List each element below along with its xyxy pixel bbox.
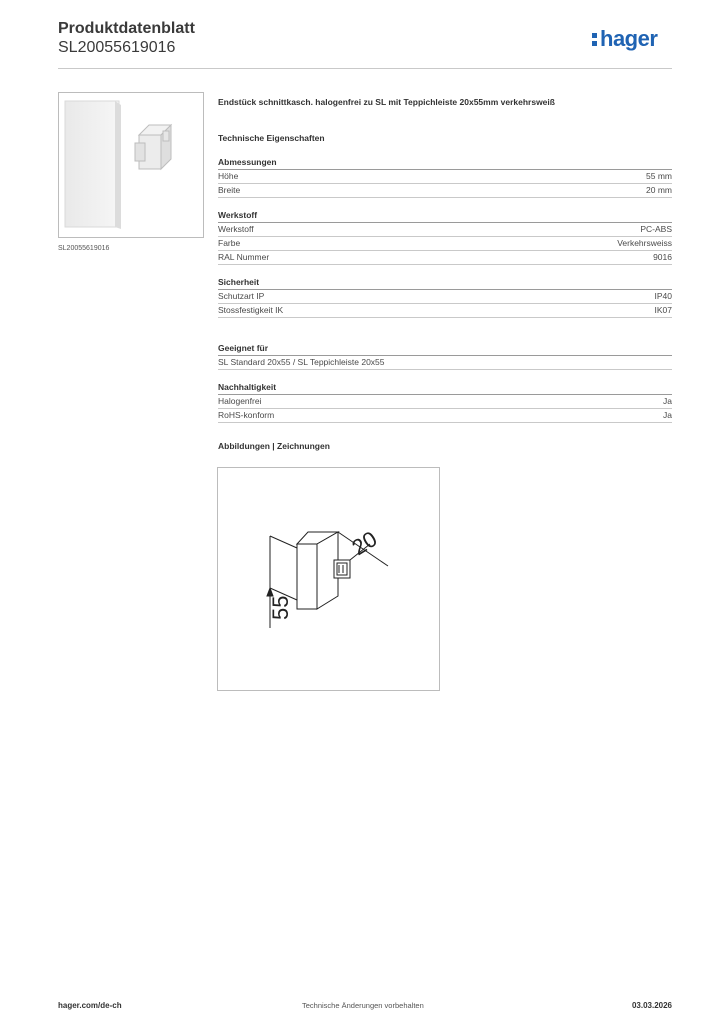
row-label: Halogenfrei — [218, 396, 262, 406]
group-sicherheit — [218, 277, 672, 318]
drawings-title: Abbildungen | Zeichnungen — [218, 441, 330, 451]
table-row — [218, 251, 672, 265]
group-title: Nachhaltigkeit — [218, 382, 672, 395]
row-label: RoHS-konform — [218, 410, 275, 420]
dimension-drawing-icon — [218, 468, 439, 690]
row-label: Höhe — [218, 171, 239, 181]
group-werkstoff — [218, 210, 672, 265]
table-row — [218, 395, 672, 409]
table-row — [218, 184, 672, 198]
row-value: 20 mm — [646, 185, 672, 195]
product-code: SL20055619016 — [58, 39, 176, 56]
row-label: SL Standard 20x55 / SL Teppichleiste 20x55 — [218, 357, 385, 367]
row-value: Ja — [663, 410, 672, 420]
group-geeignet-fuer — [218, 343, 672, 370]
row-value: PC-ABS — [640, 224, 672, 234]
logo-text: hager — [600, 26, 658, 51]
product-details — [218, 97, 672, 451]
group-title: Werkstoff — [218, 210, 672, 223]
end-piece-icon — [59, 93, 203, 237]
logo-mark-icon — [592, 30, 598, 48]
row-value: IK07 — [654, 305, 672, 315]
dim-width-label: 20 — [347, 526, 382, 561]
row-label: Breite — [218, 185, 241, 195]
product-image-caption: SL20055619016 — [58, 245, 110, 252]
group-title: Sicherheit — [218, 277, 672, 290]
row-label: Stossfestigkeit IK — [218, 305, 284, 315]
row-label: Farbe — [218, 238, 241, 248]
section-title: Technische Eigenschaften — [218, 133, 325, 143]
row-label: Werkstoff — [218, 224, 254, 234]
row-value: Verkehrsweiss — [617, 238, 672, 248]
page-title: Produktdatenblatt — [58, 20, 195, 37]
row-value: Ja — [663, 396, 672, 406]
table-row — [218, 356, 672, 370]
footer-website-link[interactable]: hager.com/de-ch — [58, 1001, 122, 1010]
dim-height-label: 55 — [268, 595, 293, 620]
table-row — [218, 304, 672, 318]
row-value: 9016 — [653, 252, 672, 262]
product-image — [58, 92, 204, 238]
table-row — [218, 237, 672, 251]
technical-drawing — [217, 467, 440, 691]
row-label: Schutzart IP — [218, 291, 265, 301]
table-row — [218, 223, 672, 237]
group-abmessungen — [218, 157, 672, 198]
table-row — [218, 409, 672, 423]
row-label: RAL Nummer — [218, 252, 270, 262]
table-row — [218, 170, 672, 184]
table-row — [218, 290, 672, 304]
footer-date: 03.03.2026 — [631, 1001, 672, 1010]
group-title: Geeignet für — [218, 343, 672, 356]
header-divider — [58, 68, 672, 69]
group-nachhaltigkeit — [218, 382, 672, 423]
row-value: IP40 — [654, 291, 672, 301]
group-title: Abmessungen — [218, 157, 672, 170]
footer-note: Technische Änderungen vorbehalten — [302, 1001, 424, 1010]
product-description: Endstück schnittkasch. halogenfrei zu SL mit Teppichleiste 20x55mm verkehrsweiß — [218, 97, 555, 107]
row-value: 55 mm — [646, 171, 672, 181]
hager-logo — [592, 28, 657, 50]
